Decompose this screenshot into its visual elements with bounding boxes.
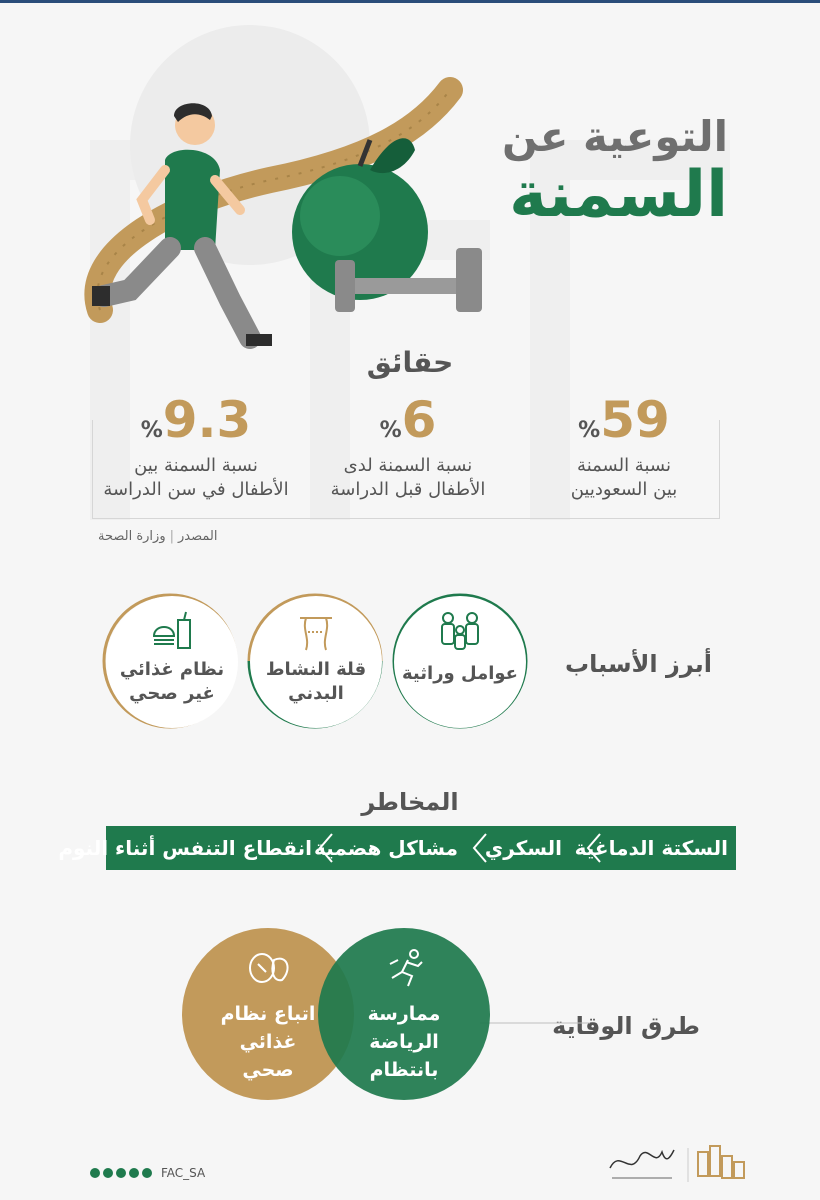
prevention-line: غذائي bbox=[239, 1031, 297, 1053]
cause-label-line: نظام غذائي bbox=[119, 659, 225, 680]
risks-title: المخاطر bbox=[361, 788, 459, 816]
cause-label-line: غير صحي bbox=[129, 683, 215, 704]
fact-value: 59 bbox=[600, 391, 670, 449]
fact-desc: الأطفال قبل الدراسة bbox=[330, 479, 486, 500]
prevention-line: ممارسة bbox=[367, 1003, 441, 1025]
hero-illustration bbox=[70, 20, 510, 360]
fact-value: 9.3 bbox=[162, 391, 252, 449]
source-separator: | bbox=[169, 529, 174, 544]
title-line1: التوعية عن bbox=[501, 112, 728, 161]
cause-unhealthy-diet bbox=[106, 596, 238, 728]
prevention-text bbox=[318, 1000, 490, 1084]
twitter-icon[interactable] bbox=[90, 1168, 100, 1178]
cause-label bbox=[106, 658, 238, 706]
source-note bbox=[98, 529, 217, 544]
prevention-line: صحي bbox=[242, 1059, 294, 1081]
fact-desc: الأطفال في سن الدراسة bbox=[103, 479, 289, 500]
instagram-icon[interactable] bbox=[103, 1168, 113, 1178]
waist-measure-icon bbox=[294, 610, 338, 654]
cause-inactivity bbox=[250, 596, 382, 728]
healthy-food-icon bbox=[244, 948, 294, 988]
fact-unit: % bbox=[140, 418, 163, 443]
risk-item: السكتة الدماغية bbox=[574, 836, 728, 860]
social-handles bbox=[90, 1166, 205, 1180]
social-handle[interactable]: FAC_SA bbox=[161, 1166, 206, 1180]
cause-label: عوامل وراثية bbox=[402, 663, 518, 684]
risk-item: مشاكل هضمية bbox=[314, 836, 458, 860]
prevention-line: الرياضة bbox=[369, 1031, 439, 1053]
fact-value: 6 bbox=[401, 391, 437, 449]
risk-item: السكري bbox=[484, 836, 562, 860]
youtube-icon[interactable] bbox=[116, 1168, 126, 1178]
source-name: وزارة الصحة bbox=[98, 529, 166, 544]
title-line2: السمنة bbox=[509, 158, 728, 232]
fact-desc: بين السعوديين bbox=[570, 479, 678, 500]
fact-item bbox=[524, 392, 724, 502]
fact-desc: نسبة السمنة لدى bbox=[343, 455, 473, 476]
prevention-line: اتباع نظام bbox=[220, 1003, 316, 1025]
prevention-connector bbox=[480, 1020, 590, 1026]
fact-item bbox=[308, 392, 508, 502]
footer-logos bbox=[600, 1138, 750, 1188]
prevention-exercise bbox=[318, 928, 490, 1100]
fact-unit: % bbox=[578, 418, 601, 443]
facts-title: حقائق bbox=[366, 346, 454, 379]
prevention-line: بانتظام bbox=[369, 1059, 439, 1081]
fact-item bbox=[96, 392, 296, 502]
cause-genetic bbox=[394, 596, 526, 728]
running-icon bbox=[384, 948, 428, 988]
risk-item: انقطاع التنفس أثناء النوم bbox=[58, 836, 312, 860]
fast-food-icon bbox=[150, 610, 194, 654]
fact-desc: نسبة السمنة bbox=[577, 455, 671, 476]
top-border bbox=[0, 0, 820, 3]
cause-label-line: قلة النشاط bbox=[265, 659, 367, 680]
cause-label-line: البدني bbox=[288, 683, 344, 704]
fact-desc: نسبة السمنة بين bbox=[134, 455, 258, 476]
prevention-label: طرق الوقاية bbox=[552, 1012, 700, 1040]
whatsapp-icon[interactable] bbox=[142, 1168, 152, 1178]
snapchat-icon[interactable] bbox=[129, 1168, 139, 1178]
causes-label: أبرز الأسباب bbox=[565, 650, 712, 678]
family-icon bbox=[438, 610, 482, 654]
source-label: المصدر bbox=[178, 529, 218, 544]
fact-unit: % bbox=[379, 418, 402, 443]
cause-label bbox=[250, 658, 382, 706]
